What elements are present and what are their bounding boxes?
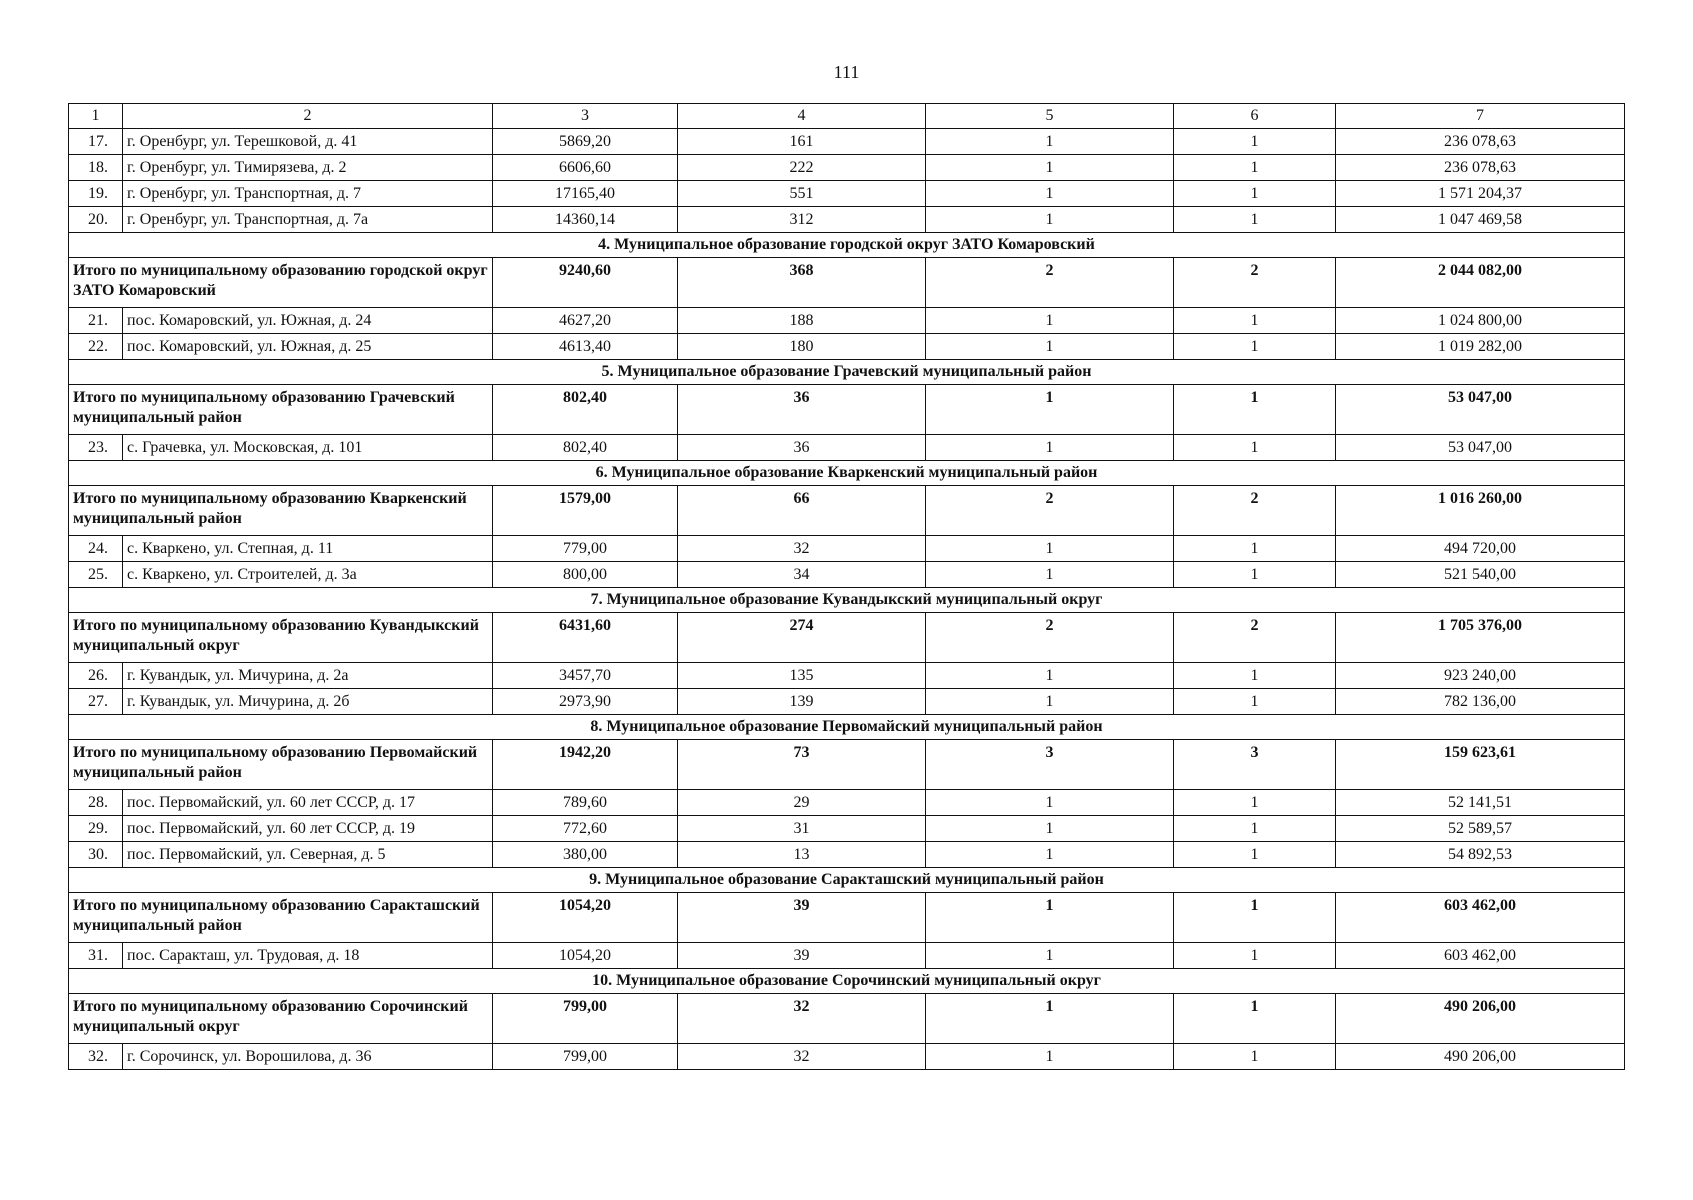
subtotal-label: Итого по муниципальному образованию Первомайский муниципальный район xyxy=(69,740,493,790)
address-cell: пос. Комаровский, ул. Южная, д. 25 xyxy=(123,334,493,360)
address-cell: пос. Первомайский, ул. 60 лет СССР, д. 17 xyxy=(123,790,493,816)
table-cell: 29 xyxy=(678,790,926,816)
table-cell: 4613,40 xyxy=(493,334,678,360)
table-row xyxy=(69,155,1625,181)
subtotal-cell: 159 623,61 xyxy=(1336,740,1625,790)
subtotal-cell: 799,00 xyxy=(493,994,678,1044)
subtotal-label: Итого по муниципальному образованию Саракташский муниципальный район xyxy=(69,893,493,943)
table-cell: 135 xyxy=(678,663,926,689)
table-row xyxy=(69,334,1625,360)
table-row xyxy=(69,207,1625,233)
table-cell: 180 xyxy=(678,334,926,360)
table-row xyxy=(69,943,1625,969)
address-cell: г. Кувандык, ул. Мичурина, д. 2а xyxy=(123,663,493,689)
table-cell: 603 462,00 xyxy=(1336,943,1625,969)
section-heading-row xyxy=(69,233,1625,258)
address-cell: г. Оренбург, ул. Транспортная, д. 7а xyxy=(123,207,493,233)
table-cell: 32 xyxy=(678,536,926,562)
row-number: 17. xyxy=(69,129,123,155)
section-heading-row xyxy=(69,360,1625,385)
table-cell: 1 xyxy=(926,943,1174,969)
address-cell: пос. Первомайский, ул. Северная, д. 5 xyxy=(123,842,493,868)
table-cell: 1 019 282,00 xyxy=(1336,334,1625,360)
section-heading-row xyxy=(69,715,1625,740)
table-cell: 34 xyxy=(678,562,926,588)
table-cell: 1 xyxy=(926,562,1174,588)
table-cell: 4627,20 xyxy=(493,308,678,334)
table-cell: 1 xyxy=(926,536,1174,562)
table-cell: 1 xyxy=(1174,842,1336,868)
table-cell: 1 xyxy=(926,207,1174,233)
table-cell: 52 589,57 xyxy=(1336,816,1625,842)
table-cell: 1 xyxy=(1174,816,1336,842)
row-number: 27. xyxy=(69,689,123,715)
subtotal-cell: 1 016 260,00 xyxy=(1336,486,1625,536)
row-number: 24. xyxy=(69,536,123,562)
data-table xyxy=(68,103,1625,1070)
address-cell: пос. Саракташ, ул. Трудовая, д. 18 xyxy=(123,943,493,969)
table-cell: 551 xyxy=(678,181,926,207)
address-cell: пос. Комаровский, ул. Южная, д. 24 xyxy=(123,308,493,334)
subtotal-cell: 274 xyxy=(678,613,926,663)
table-cell: 1 xyxy=(926,308,1174,334)
table-cell: 1 xyxy=(926,842,1174,868)
subtotal-cell: 2 xyxy=(926,258,1174,308)
subtotal-cell: 39 xyxy=(678,893,926,943)
section-heading-row xyxy=(69,588,1625,613)
subtotal-cell: 2 xyxy=(1174,258,1336,308)
table-cell: 1 024 800,00 xyxy=(1336,308,1625,334)
table-cell: 802,40 xyxy=(493,435,678,461)
column-number-header: 2 xyxy=(123,104,493,129)
table-cell: 789,60 xyxy=(493,790,678,816)
subtotal-cell: 1579,00 xyxy=(493,486,678,536)
table-cell: 13 xyxy=(678,842,926,868)
address-cell: г. Оренбург, ул. Транспортная, д. 7 xyxy=(123,181,493,207)
subtotal-cell: 36 xyxy=(678,385,926,435)
address-cell: с. Кваркено, ул. Строителей, д. 3а xyxy=(123,562,493,588)
table-cell: 1 xyxy=(926,689,1174,715)
table-cell: 32 xyxy=(678,1044,926,1070)
table-cell: 772,60 xyxy=(493,816,678,842)
subtotal-label: Итого по муниципальному образованию Сорочинский муниципальный округ xyxy=(69,994,493,1044)
subtotal-cell: 1 xyxy=(926,893,1174,943)
table-cell: 1 571 204,37 xyxy=(1336,181,1625,207)
table-header-row xyxy=(69,104,1625,129)
table-cell: 1 xyxy=(1174,790,1336,816)
subtotal-cell: 2 xyxy=(1174,613,1336,663)
table-cell: 36 xyxy=(678,435,926,461)
table-cell: 1 xyxy=(1174,536,1336,562)
table-cell: 779,00 xyxy=(493,536,678,562)
section-heading-row xyxy=(69,461,1625,486)
subtotal-label: Итого по муниципальному образованию городской округ ЗАТО Комаровский xyxy=(69,258,493,308)
row-number: 25. xyxy=(69,562,123,588)
table-cell: 139 xyxy=(678,689,926,715)
row-number: 31. xyxy=(69,943,123,969)
row-number: 28. xyxy=(69,790,123,816)
table-cell: 188 xyxy=(678,308,926,334)
table-row xyxy=(69,816,1625,842)
page-number: 111 xyxy=(833,62,860,82)
table-cell: 1 xyxy=(926,334,1174,360)
subtotal-row xyxy=(69,258,1625,308)
section-title: 8. Муниципальное образование Первомайский муниципальный район xyxy=(69,715,1625,740)
subtotal-cell: 1 xyxy=(1174,893,1336,943)
table-cell: 54 892,53 xyxy=(1336,842,1625,868)
table-cell: 1 047 469,58 xyxy=(1336,207,1625,233)
subtotal-cell: 368 xyxy=(678,258,926,308)
section-title: 5. Муниципальное образование Грачевский муниципальный район xyxy=(69,360,1625,385)
subtotal-row xyxy=(69,486,1625,536)
subtotal-cell: 1 705 376,00 xyxy=(1336,613,1625,663)
table-row xyxy=(69,1044,1625,1070)
subtotal-cell: 1054,20 xyxy=(493,893,678,943)
address-cell: г. Оренбург, ул. Терешковой, д. 41 xyxy=(123,129,493,155)
row-number: 26. xyxy=(69,663,123,689)
table-cell: 800,00 xyxy=(493,562,678,588)
table-cell: 161 xyxy=(678,129,926,155)
table-cell: 1 xyxy=(1174,181,1336,207)
section-title: 10. Муниципальное образование Сорочинский муниципальный округ xyxy=(69,969,1625,994)
table-row xyxy=(69,790,1625,816)
subtotal-cell: 2 xyxy=(926,486,1174,536)
column-number-header: 5 xyxy=(926,104,1174,129)
row-number: 18. xyxy=(69,155,123,181)
address-cell: с. Кваркено, ул. Степная, д. 11 xyxy=(123,536,493,562)
table-cell: 521 540,00 xyxy=(1336,562,1625,588)
table-cell: 6606,60 xyxy=(493,155,678,181)
section-title: 9. Муниципальное образование Саракташский муниципальный район xyxy=(69,868,1625,893)
row-number: 20. xyxy=(69,207,123,233)
subtotal-cell: 1 xyxy=(926,994,1174,1044)
section-title: 6. Муниципальное образование Кваркенский муниципальный район xyxy=(69,461,1625,486)
column-number-header: 3 xyxy=(493,104,678,129)
subtotal-row xyxy=(69,994,1625,1044)
table-cell: 782 136,00 xyxy=(1336,689,1625,715)
table-row xyxy=(69,536,1625,562)
column-number-header: 7 xyxy=(1336,104,1625,129)
subtotal-cell: 73 xyxy=(678,740,926,790)
table-cell: 17165,40 xyxy=(493,181,678,207)
table-cell: 5869,20 xyxy=(493,129,678,155)
table-cell: 222 xyxy=(678,155,926,181)
table-cell: 1 xyxy=(926,816,1174,842)
table-cell: 923 240,00 xyxy=(1336,663,1625,689)
table-cell: 39 xyxy=(678,943,926,969)
subtotal-cell: 53 047,00 xyxy=(1336,385,1625,435)
subtotal-cell: 802,40 xyxy=(493,385,678,435)
row-number: 19. xyxy=(69,181,123,207)
address-cell: г. Кувандык, ул. Мичурина, д. 2б xyxy=(123,689,493,715)
subtotal-label: Итого по муниципальному образованию Кваркенский муниципальный район xyxy=(69,486,493,536)
subtotal-cell: 3 xyxy=(926,740,1174,790)
subtotal-row xyxy=(69,893,1625,943)
section-heading-row xyxy=(69,969,1625,994)
table-cell: 14360,14 xyxy=(493,207,678,233)
table-cell: 1 xyxy=(926,663,1174,689)
subtotal-cell: 1 xyxy=(1174,385,1336,435)
section-heading-row xyxy=(69,868,1625,893)
table-cell: 1 xyxy=(1174,334,1336,360)
table-cell: 1 xyxy=(1174,663,1336,689)
table-cell: 1 xyxy=(926,435,1174,461)
row-number: 22. xyxy=(69,334,123,360)
row-number: 30. xyxy=(69,842,123,868)
table-cell: 1 xyxy=(926,790,1174,816)
subtotal-cell: 6431,60 xyxy=(493,613,678,663)
section-title: 4. Муниципальное образование городской округ ЗАТО Комаровский xyxy=(69,233,1625,258)
table-cell: 1 xyxy=(1174,435,1336,461)
subtotal-cell: 1 xyxy=(1174,994,1336,1044)
row-number: 29. xyxy=(69,816,123,842)
row-number: 32. xyxy=(69,1044,123,1070)
column-number-header: 4 xyxy=(678,104,926,129)
subtotal-cell: 32 xyxy=(678,994,926,1044)
address-cell: г. Оренбург, ул. Тимирязева, д. 2 xyxy=(123,155,493,181)
table-cell: 1 xyxy=(926,155,1174,181)
table-cell: 1 xyxy=(1174,129,1336,155)
subtotal-cell: 490 206,00 xyxy=(1336,994,1625,1044)
subtotal-cell: 2 044 082,00 xyxy=(1336,258,1625,308)
address-cell: с. Грачевка, ул. Московская, д. 101 xyxy=(123,435,493,461)
table-cell: 312 xyxy=(678,207,926,233)
subtotal-cell: 66 xyxy=(678,486,926,536)
table-cell: 1 xyxy=(926,181,1174,207)
subtotal-row xyxy=(69,385,1625,435)
table-row xyxy=(69,308,1625,334)
table-cell: 1 xyxy=(1174,689,1336,715)
table-cell: 380,00 xyxy=(493,842,678,868)
table-cell: 1 xyxy=(1174,1044,1336,1070)
table-row xyxy=(69,689,1625,715)
table-cell: 1 xyxy=(1174,943,1336,969)
table-cell: 1 xyxy=(1174,308,1336,334)
subtotal-cell: 2 xyxy=(926,613,1174,663)
table-row xyxy=(69,842,1625,868)
subtotal-cell: 2 xyxy=(1174,486,1336,536)
table-cell: 1054,20 xyxy=(493,943,678,969)
subtotal-label: Итого по муниципальному образованию Кувандыкский муниципальный округ xyxy=(69,613,493,663)
subtotal-row xyxy=(69,613,1625,663)
row-number: 23. xyxy=(69,435,123,461)
column-number-header: 1 xyxy=(69,104,123,129)
table-cell: 1 xyxy=(1174,207,1336,233)
table-cell: 494 720,00 xyxy=(1336,536,1625,562)
table-cell: 1 xyxy=(926,1044,1174,1070)
subtotal-label: Итого по муниципальному образованию Грачевский муниципальный район xyxy=(69,385,493,435)
table-cell: 490 206,00 xyxy=(1336,1044,1625,1070)
table-cell: 31 xyxy=(678,816,926,842)
subtotal-row xyxy=(69,740,1625,790)
subtotal-cell: 603 462,00 xyxy=(1336,893,1625,943)
table-cell: 1 xyxy=(1174,562,1336,588)
table-row xyxy=(69,435,1625,461)
table-cell: 2973,90 xyxy=(493,689,678,715)
subtotal-cell: 9240,60 xyxy=(493,258,678,308)
table-cell: 53 047,00 xyxy=(1336,435,1625,461)
address-cell: пос. Первомайский, ул. 60 лет СССР, д. 19 xyxy=(123,816,493,842)
column-number-header: 6 xyxy=(1174,104,1336,129)
table-cell: 236 078,63 xyxy=(1336,129,1625,155)
table-cell: 1 xyxy=(926,129,1174,155)
address-cell: г. Сорочинск, ул. Ворошилова, д. 36 xyxy=(123,1044,493,1070)
table-row xyxy=(69,129,1625,155)
table-cell: 3457,70 xyxy=(493,663,678,689)
table-cell: 236 078,63 xyxy=(1336,155,1625,181)
subtotal-cell: 1942,20 xyxy=(493,740,678,790)
row-number: 21. xyxy=(69,308,123,334)
table-row xyxy=(69,181,1625,207)
section-title: 7. Муниципальное образование Кувандыкский муниципальный округ xyxy=(69,588,1625,613)
subtotal-cell: 1 xyxy=(926,385,1174,435)
subtotal-cell: 3 xyxy=(1174,740,1336,790)
table-row xyxy=(69,663,1625,689)
table-row xyxy=(69,562,1625,588)
table-cell: 799,00 xyxy=(493,1044,678,1070)
table-cell: 1 xyxy=(1174,155,1336,181)
table-cell: 52 141,51 xyxy=(1336,790,1625,816)
